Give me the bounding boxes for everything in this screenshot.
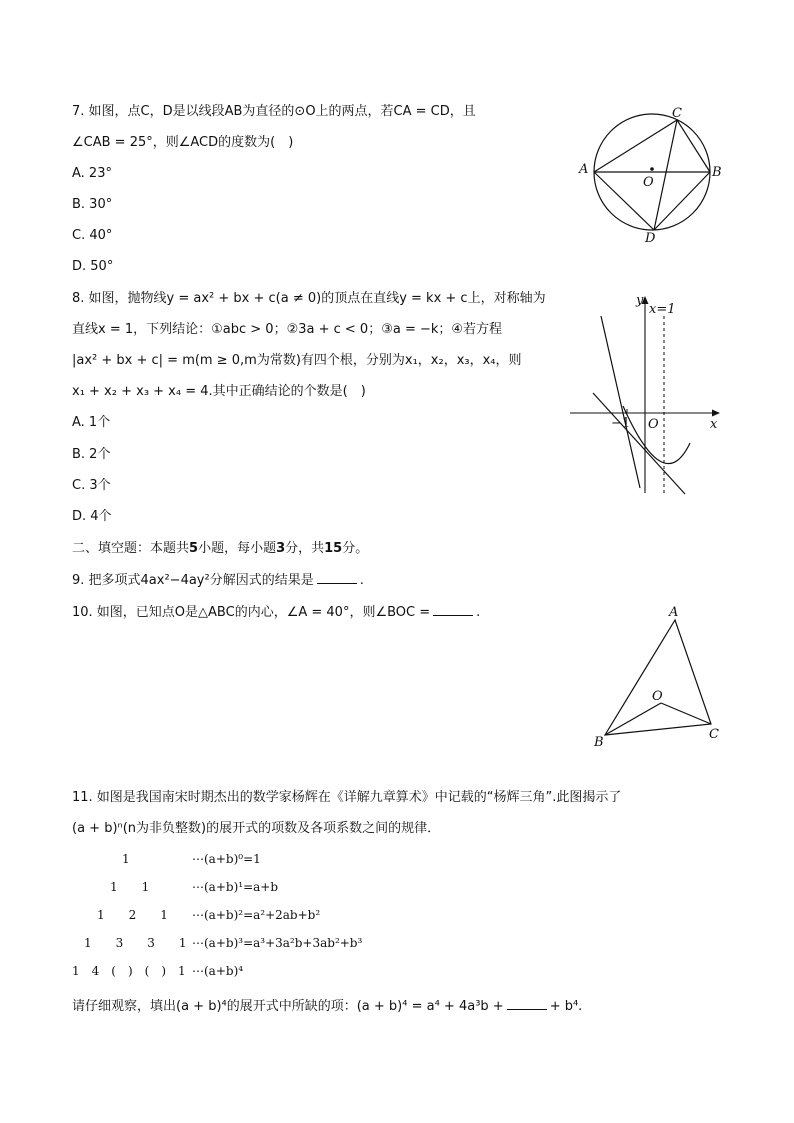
q8-line3: |ax² + bx + c| = m(m ≥ 0,m为常数)有四个根，分别为x₁，x₂，x₃，x₄，则 <box>72 353 522 368</box>
section2-prefix: 二、填空题：本题共 <box>72 541 190 556</box>
q11-line1: 11. 如图是我国南宋时期杰出的数学家杨辉在《详解九章算术》中记载的“杨辉三角”.此图揭示了 <box>72 790 622 805</box>
q7-option-a: A. 23° <box>72 166 112 181</box>
q8-parabola-figure <box>565 288 730 498</box>
label-c: C <box>672 106 682 121</box>
q7-option-c: C. 40° <box>72 228 113 243</box>
label-b: B <box>712 165 722 180</box>
q7-option-b: B. 30° <box>72 197 113 212</box>
q10-end: . <box>476 605 481 620</box>
label-axis: x=1 <box>649 302 676 317</box>
line-kx-c <box>593 393 685 494</box>
yh-row1-expr: ⋯(a+b)¹=a+b <box>192 880 279 894</box>
q9-answer-blank[interactable] <box>317 571 357 584</box>
label-o: O <box>652 689 663 704</box>
q9-line <box>72 571 364 590</box>
label-o: O <box>648 417 659 432</box>
q11-line2: (a + b)ⁿ(n为非负整数)的展开式的项数及各项系数之间的规律． <box>72 821 441 836</box>
q7-circle-figure <box>570 100 730 250</box>
q11-question-end: + b⁴. <box>549 999 583 1014</box>
q10-triangle-figure <box>585 600 725 750</box>
q7-line2: ∠CAB = 25°，则∠ACD的度数为( ) <box>72 135 294 150</box>
label-d: D <box>645 231 656 246</box>
yh-row4-nums: 1 4 ( ) ( ) 1 <box>72 964 186 978</box>
q8-option-d: D. 4个 <box>72 509 112 524</box>
yh-row1-nums: 1 1 <box>110 880 150 894</box>
segment-oc <box>661 703 711 724</box>
q8-line4: x₁ + x₂ + x₃ + x₄ = 4.其中正确结论的个数是( ) <box>72 384 366 399</box>
section2-total: 15 <box>324 541 343 556</box>
q10-line <box>72 603 480 622</box>
section2-heading <box>72 540 368 558</box>
q7-option-d: D. 50° <box>72 259 114 274</box>
label-minus1: −1 <box>611 416 631 431</box>
section2-score: 3 <box>276 541 286 556</box>
yh-row4-expr: ⋯(a+b)⁴ <box>192 964 244 978</box>
q9-text: 9. 把多项式4ax²−4ay²分解因式的结果是 <box>72 573 314 588</box>
label-c: C <box>709 727 719 742</box>
yh-row3-expr: ⋯(a+b)³=a³+3a²b+3ab²+b³ <box>192 936 363 950</box>
yh-row0-nums: 1 <box>122 852 130 866</box>
q7-line1: 7. 如图，点C，D是以线段AB为直径的⊙O上的两点，若CA = CD，且 <box>72 104 476 119</box>
q8-line2: 直线x = 1，下列结论：①abc > 0；②3a + c < 0；③a = −k；④若方程 <box>72 322 503 337</box>
segment-cd <box>654 120 677 230</box>
steep-line <box>601 316 640 488</box>
q10-answer-blank[interactable] <box>433 603 473 616</box>
q10-text: 10. 如图，已知点O是△ABC的内心，∠A = 40°，则∠BOC = <box>72 605 431 620</box>
label-a: A <box>669 605 679 620</box>
section2-suffix: 分。 <box>342 541 369 556</box>
yh-row0-expr: ⋯(a+b)⁰=1 <box>192 852 261 866</box>
label-a: A <box>579 162 589 177</box>
center-dot <box>650 167 654 171</box>
q8-option-a: A. 1个 <box>72 415 111 430</box>
q11-question-text: 请仔细观察，填出(a + b)⁴的展开式中所缺的项：(a + b)⁴ = a⁴ + 4a³b + <box>72 999 504 1014</box>
yh-row2-expr: ⋯(a+b)²=a²+2ab+b² <box>192 908 321 922</box>
q8-line1: 8. 如图，抛物线y = ax² + bx + c(a ≠ 0)的顶点在直线y = kx + c上，对称轴为 <box>72 291 546 306</box>
yh-row3-nums: 1 3 3 1 <box>84 936 187 950</box>
q8-option-b: B. 2个 <box>72 447 111 462</box>
q11-answer-blank[interactable] <box>507 997 547 1010</box>
label-b: B <box>594 735 604 750</box>
section2-count: 5 <box>189 541 199 556</box>
label-y: y <box>636 293 644 308</box>
yh-row2-nums: 1 2 1 <box>97 908 168 922</box>
section2-mid2: 分，共 <box>285 541 325 556</box>
q8-option-c: C. 3个 <box>72 478 111 493</box>
label-o: O <box>643 175 654 190</box>
x-axis-arrow <box>712 410 720 417</box>
q9-end: . <box>359 573 364 588</box>
q11-question <box>72 997 582 1016</box>
section2-mid1: 小题，每小题 <box>198 541 277 556</box>
segment-cb <box>677 120 710 172</box>
label-x: x <box>710 417 718 432</box>
segment-ac <box>594 120 677 172</box>
